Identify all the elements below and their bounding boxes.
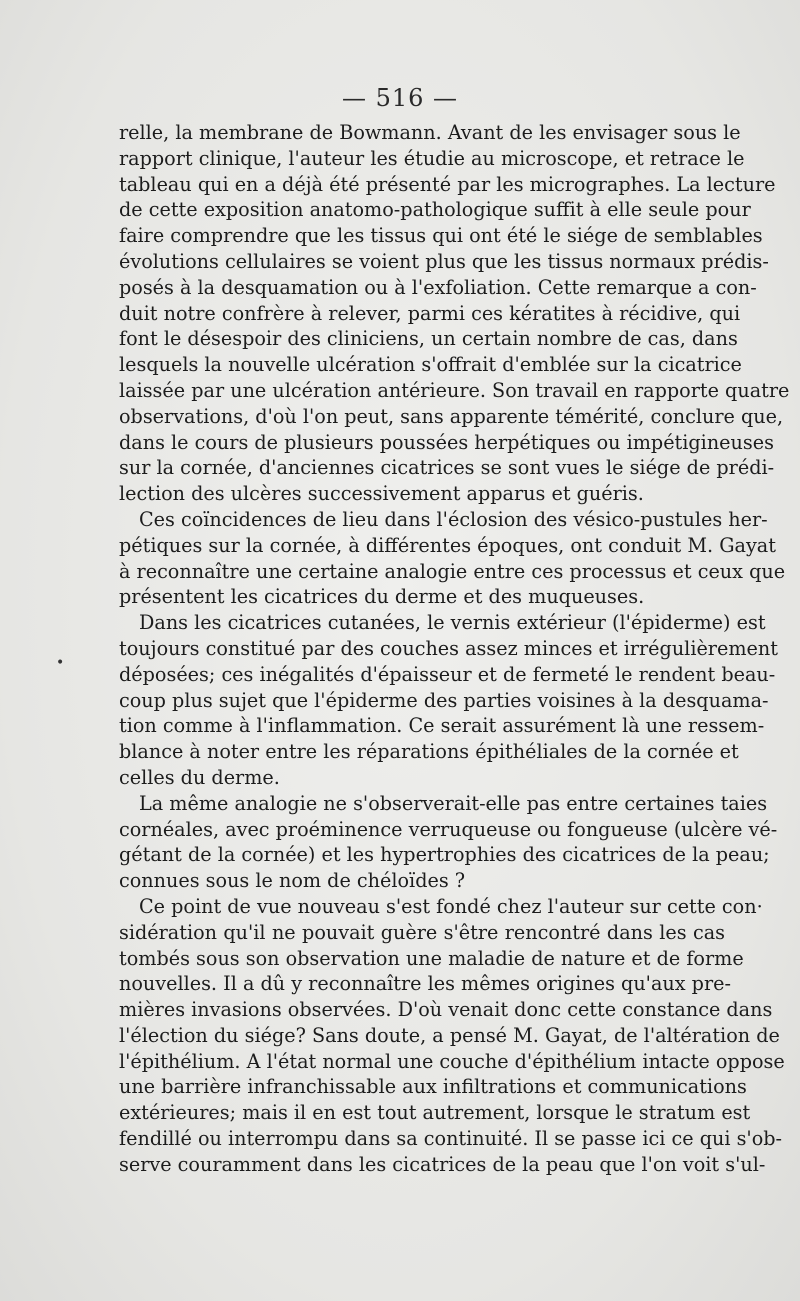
text-line: sur la cornée, d'anciennes cicatrices se sont vues le siége de prédi- bbox=[119, 456, 775, 480]
text-line: lection des ulcères successivement apparus et guéris. bbox=[119, 482, 644, 506]
text-line: mières invasions observées. D'où venait donc cette constance dans bbox=[119, 998, 773, 1022]
text-line: l'épithélium. A l'état normal une couche d'épithélium intacte oppose bbox=[119, 1049, 785, 1073]
text-line: fendillé ou interrompu dans sa continuité. Il se passe ici ce qui s'ob- bbox=[119, 1127, 783, 1151]
paragraph bbox=[119, 791, 778, 894]
text-line: l'élection du siége? Sans doute, a pensé M. Gayat, de l'altération de bbox=[119, 1023, 780, 1047]
margin-mark: • bbox=[56, 655, 65, 671]
text-line: laissée par une ulcération antérieure. Son travail en rapporte quatre bbox=[119, 378, 790, 402]
paragraph bbox=[119, 610, 778, 791]
text-line: connues sous le nom de chéloïdes ? bbox=[119, 869, 466, 893]
paragraph bbox=[119, 507, 786, 610]
paragraph bbox=[119, 894, 785, 1178]
text-line: celles du derme. bbox=[119, 765, 280, 789]
text-line: tombés sous son observation une maladie de nature et de forme bbox=[119, 946, 744, 970]
text-line: tion comme à l'inflammation. Ce serait assurément là une ressem- bbox=[119, 714, 765, 738]
text-line: cornéales, avec proéminence verruqueuse ou fongueuse (ulcère vé- bbox=[119, 817, 778, 841]
text-line: faire comprendre que les tissus qui ont été le siége de semblables bbox=[119, 224, 763, 248]
text-line: évolutions cellulaires se voient plus que les tissus normaux prédis- bbox=[119, 249, 769, 273]
text-line: à reconnaître une certaine analogie entre ces processus et ceux que bbox=[119, 559, 786, 583]
text-line: blance à noter entre les réparations épithéliales de la cornée et bbox=[119, 740, 739, 764]
text-line: relle, la membrane de Bowmann. Avant de les envisager sous le bbox=[119, 121, 741, 144]
text-line: de cette exposition anatomo-pathologique suffit à elle seule pour bbox=[119, 198, 751, 222]
text-line: Dans les cicatrices cutanées, le vernis extérieur (l'épiderme) est bbox=[139, 611, 766, 635]
text-line: une barrière infranchissable aux infiltrations et communications bbox=[119, 1075, 747, 1099]
page-number-header: — 516 — bbox=[341, 84, 459, 112]
paragraph bbox=[119, 120, 790, 507]
text-line: tableau qui en a déjà été présenté par les micrographes. La lecture bbox=[119, 172, 776, 196]
text-line: posés à la desquamation ou à l'exfoliation. Cette remarque a con- bbox=[119, 275, 757, 299]
text-line: duit notre confrère à relever, parmi ces kératites à récidive, qui bbox=[119, 301, 741, 325]
text-line: présentent les cicatrices du derme et des muqueuses. bbox=[119, 585, 645, 609]
text-line: déposées; ces inégalités d'épaisseur et de fermeté le rendent beau- bbox=[119, 662, 776, 686]
text-line: sidération qu'il ne pouvait guère s'être rencontré dans les cas bbox=[119, 920, 725, 944]
text-line: pétiques sur la cornée, à différentes époques, ont conduit M. Gayat bbox=[119, 533, 776, 557]
text-line: Ce point de vue nouveau s'est fondé chez l'auteur sur cette con· bbox=[139, 894, 763, 918]
text-line: dans le cours de plusieurs poussées herpétiques ou impétigineuses bbox=[119, 430, 774, 454]
text-line: observations, d'où l'on peut, sans apparente témérité, conclure que, bbox=[119, 404, 784, 428]
text-line: gétant de la cornée) et les hypertrophies des cicatrices de la peau; bbox=[119, 843, 770, 867]
text-line: coup plus sujet que l'épiderme des parties voisines à la desquama- bbox=[119, 688, 769, 712]
text-line: extérieures; mais il en est tout autrement, lorsque le stratum est bbox=[119, 1101, 751, 1125]
text-line: rapport clinique, l'auteur les étudie au microscope, et retrace le bbox=[119, 146, 745, 170]
text-line: Ces coïncidences de lieu dans l'éclosion des vésico-pustules her- bbox=[139, 507, 768, 531]
text-line: font le désespoir des cliniciens, un certain nombre de cas, dans bbox=[119, 327, 738, 351]
text-line: lesquels la nouvelle ulcération s'offrait d'emblée sur la cicatrice bbox=[119, 353, 742, 377]
text-line: nouvelles. Il a dû y reconnaître les mêmes origines qu'aux pre- bbox=[119, 972, 731, 996]
text-line: La même analogie ne s'observerait-elle pas entre certaines taies bbox=[139, 791, 768, 815]
text-line: serve couramment dans les cicatrices de la peau que l'on voit s'ul- bbox=[119, 1152, 766, 1176]
body-text bbox=[119, 120, 790, 1178]
text-line: toujours constitué par des couches assez minces et irrégulièrement bbox=[119, 636, 778, 660]
